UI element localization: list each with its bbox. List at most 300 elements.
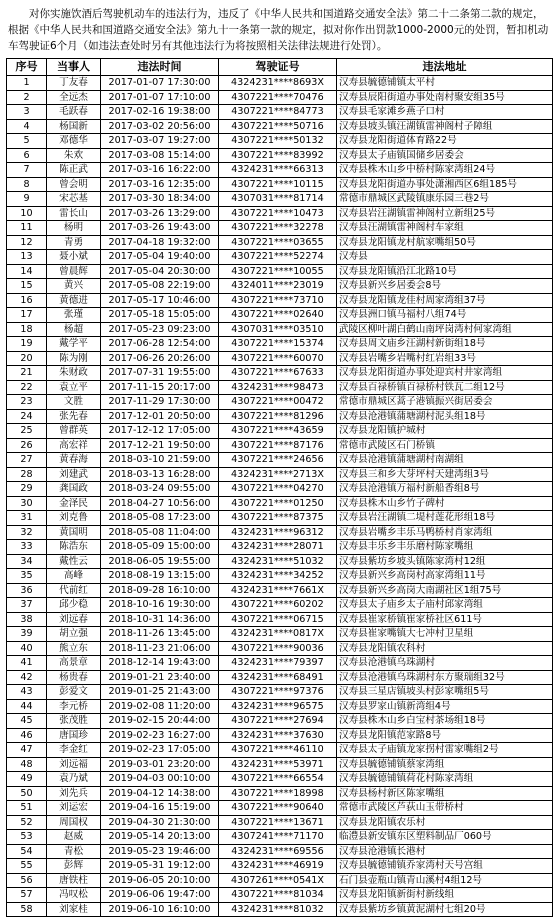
row-party: 代前红 xyxy=(47,583,101,598)
row-time: 2017-03-08 15:14:00 xyxy=(101,148,219,163)
row-party: 丁友春 xyxy=(47,76,101,91)
table-row xyxy=(7,163,553,178)
row-license: 4307221****03655 xyxy=(219,235,337,250)
row-party: 文胜 xyxy=(47,395,101,410)
row-time: 2018-05-09 15:00:00 xyxy=(101,540,219,555)
row-seq: 39 xyxy=(7,627,47,642)
table-row xyxy=(7,192,553,207)
row-address: 汉寿县周文庙乡汪湖村新街组18号 xyxy=(337,337,553,352)
row-license: 4307221****02640 xyxy=(219,308,337,323)
row-time: 2018-04-27 10:56:00 xyxy=(101,496,219,511)
row-address: 汉寿县三星店镇坡头村彭家嘴组5号 xyxy=(337,685,553,700)
row-party: 杨贵春 xyxy=(47,670,101,685)
row-license: 4307221****67633 xyxy=(219,366,337,381)
table-row xyxy=(7,830,553,845)
table-row xyxy=(7,569,553,584)
row-time: 2019-06-06 19:47:00 xyxy=(101,888,219,903)
row-time: 2019-05-14 20:13:00 xyxy=(101,830,219,845)
table-row xyxy=(7,844,553,859)
table-row xyxy=(7,525,553,540)
row-party: 曾晨辉 xyxy=(47,264,101,279)
row-address: 汉寿县太子庙镇龙家拐村雷家嘴组2号 xyxy=(337,743,553,758)
row-party: 宋芯基 xyxy=(47,192,101,207)
row-license: 4307221****10473 xyxy=(219,206,337,221)
row-license: 4324231****0817X xyxy=(219,627,337,642)
row-address: 汉寿县毓德铺镇蔡家湾组 xyxy=(337,757,553,772)
row-time: 2018-03-10 21:59:00 xyxy=(101,453,219,468)
row-time: 2017-11-29 17:30:00 xyxy=(101,395,219,410)
row-party: 刘建武 xyxy=(47,467,101,482)
table-row xyxy=(7,554,553,569)
row-license: 4307221****87375 xyxy=(219,511,337,526)
row-party: 戴性云 xyxy=(47,554,101,569)
row-time: 2019-04-03 00:10:00 xyxy=(101,772,219,787)
row-time: 2018-10-16 19:30:00 xyxy=(101,598,219,613)
row-party: 唐国珍 xyxy=(47,728,101,743)
row-address: 汉寿县新兴乡高岗大南湖社区1组75号 xyxy=(337,583,553,598)
row-address: 汉寿县岩汪湖镇雷神阁村立新组25号 xyxy=(337,206,553,221)
row-time: 2017-11-15 20:17:00 xyxy=(101,380,219,395)
row-address: 汉寿县洲口镇马福村八组74号 xyxy=(337,308,553,323)
row-party: 曾群英 xyxy=(47,424,101,439)
row-party: 彭爱文 xyxy=(47,685,101,700)
table-row xyxy=(7,772,553,787)
row-time: 2018-05-08 17:23:00 xyxy=(101,511,219,526)
row-license: 4324231****34252 xyxy=(219,569,337,584)
row-time: 2019-02-23 16:27:00 xyxy=(101,728,219,743)
row-party: 高峰 xyxy=(47,569,101,584)
row-license: 4324231****98473 xyxy=(219,380,337,395)
header-seq: 序号 xyxy=(7,59,47,76)
table-row xyxy=(7,264,553,279)
row-time: 2019-06-10 16:10:00 xyxy=(101,902,219,917)
row-address: 汉寿县罗家山镇新湾组4号 xyxy=(337,699,553,714)
row-address: 汉寿县毓德铺镇太平村 xyxy=(337,76,553,91)
row-time: 2019-01-25 21:43:00 xyxy=(101,685,219,700)
table-row xyxy=(7,699,553,714)
row-time: 2017-12-01 20:50:00 xyxy=(101,409,219,424)
row-time: 2019-04-30 21:30:00 xyxy=(101,815,219,830)
table-row xyxy=(7,583,553,598)
row-party: 高景章 xyxy=(47,656,101,671)
row-address: 汉寿县百禄桥镇百禄桥村铁瓦二组12号 xyxy=(337,380,553,395)
row-license: 4324231****7661X xyxy=(219,583,337,598)
row-seq: 24 xyxy=(7,409,47,424)
row-party: 冯叹松 xyxy=(47,888,101,903)
table-row xyxy=(7,482,553,497)
row-address: 汉寿县龙阳街道体育路22号 xyxy=(337,134,553,149)
row-seq: 32 xyxy=(7,525,47,540)
table-header-row xyxy=(7,59,553,76)
row-seq: 40 xyxy=(7,641,47,656)
row-address: 汉寿县坡头镇汪湖镇雷神阁村子障组 xyxy=(337,119,553,134)
table-row xyxy=(7,743,553,758)
row-license: 4307221****00472 xyxy=(219,395,337,410)
violations-table xyxy=(6,58,553,917)
row-seq: 46 xyxy=(7,728,47,743)
row-address: 汉寿县龙阳街道办事处迎宾村井家湾组 xyxy=(337,366,553,381)
row-license: 4307221****27694 xyxy=(219,714,337,729)
row-license: 4307261****0541X xyxy=(219,873,337,888)
row-party: 黄春海 xyxy=(47,453,101,468)
row-time: 2018-08-19 13:15:00 xyxy=(101,569,219,584)
row-license: 4307221****97376 xyxy=(219,685,337,700)
row-time: 2017-04-18 19:32:00 xyxy=(101,235,219,250)
row-seq: 30 xyxy=(7,496,47,511)
row-time: 2017-12-12 17:05:00 xyxy=(101,424,219,439)
row-license: 4307221****66554 xyxy=(219,772,337,787)
row-license: 4324231****96575 xyxy=(219,699,337,714)
row-address: 武陵区柳叶湖白鹤山南坪岗湾村何家湾组 xyxy=(337,322,553,337)
row-license: 4307031****81714 xyxy=(219,192,337,207)
row-license: 4307221****10055 xyxy=(219,264,337,279)
row-seq: 14 xyxy=(7,264,47,279)
row-license: 4324231****69556 xyxy=(219,844,337,859)
row-party: 胡立强 xyxy=(47,627,101,642)
table-row xyxy=(7,438,553,453)
row-seq: 22 xyxy=(7,380,47,395)
row-seq: 44 xyxy=(7,699,47,714)
row-license: 4324231****8693X xyxy=(219,76,337,91)
row-time: 2019-05-31 19:12:00 xyxy=(101,859,219,874)
row-address: 汉寿县沧港镇蒲塘湖村泥头组18号 xyxy=(337,409,553,424)
row-seq: 16 xyxy=(7,293,47,308)
row-seq: 51 xyxy=(7,801,47,816)
row-license: 4307221****84773 xyxy=(219,105,337,120)
row-address: 汉寿县龙阳镇龙村航家嘴组50号 xyxy=(337,235,553,250)
table-row xyxy=(7,221,553,236)
row-seq: 33 xyxy=(7,540,47,555)
row-seq: 55 xyxy=(7,859,47,874)
row-address: 汉寿县沧港镇乌珠湖村东方聚瑞组32号 xyxy=(337,670,553,685)
row-seq: 29 xyxy=(7,482,47,497)
row-time: 2018-11-26 13:45:00 xyxy=(101,627,219,642)
table-row xyxy=(7,685,553,700)
row-party: 金泽民 xyxy=(47,496,101,511)
row-seq: 41 xyxy=(7,656,47,671)
row-license: 4324231****51032 xyxy=(219,554,337,569)
row-time: 2017-05-17 10:46:00 xyxy=(101,293,219,308)
row-address: 汉寿县辰阳街道办事处南村聚安组35号 xyxy=(337,90,553,105)
table-row xyxy=(7,235,553,250)
table-row xyxy=(7,105,553,120)
row-party: 刘远福 xyxy=(47,757,101,772)
table-row xyxy=(7,627,553,642)
row-seq: 31 xyxy=(7,511,47,526)
table-row xyxy=(7,511,553,526)
row-address: 汉寿县丰乐乡丰乐磨村陈家嘴组 xyxy=(337,540,553,555)
row-seq: 9 xyxy=(7,192,47,207)
row-address: 汉寿县崔家嘴镇大七冲村卫星组 xyxy=(337,627,553,642)
row-license: 4307221****15374 xyxy=(219,337,337,352)
table-row xyxy=(7,873,553,888)
table-row xyxy=(7,801,553,816)
row-seq: 8 xyxy=(7,177,47,192)
row-time: 2018-09-28 16:10:00 xyxy=(101,583,219,598)
row-address: 临澧县新安镇东区塑料制品厂060号 xyxy=(337,830,553,845)
table-row xyxy=(7,351,553,366)
row-license: 4307221****32278 xyxy=(219,221,337,236)
row-seq: 50 xyxy=(7,786,47,801)
table-row xyxy=(7,293,553,308)
table-row xyxy=(7,395,553,410)
row-time: 2019-04-16 15:19:00 xyxy=(101,801,219,816)
table-row xyxy=(7,902,553,917)
table-row xyxy=(7,90,553,105)
row-party: 赵威 xyxy=(47,830,101,845)
row-address: 汉寿县汪湖镇雷神阁村车家组 xyxy=(337,221,553,236)
row-time: 2017-06-28 12:54:00 xyxy=(101,337,219,352)
row-license: 4324231****46919 xyxy=(219,859,337,874)
header-time: 违法时间 xyxy=(101,59,219,76)
row-seq: 7 xyxy=(7,163,47,178)
row-seq: 35 xyxy=(7,569,47,584)
row-seq: 12 xyxy=(7,235,47,250)
row-time: 2019-05-23 19:46:00 xyxy=(101,844,219,859)
table-row xyxy=(7,467,553,482)
table-row xyxy=(7,424,553,439)
row-seq: 3 xyxy=(7,105,47,120)
row-time: 2017-01-07 17:30:00 xyxy=(101,76,219,91)
row-address: 汉寿县毓德铺镇荷花村陈家湾组 xyxy=(337,772,553,787)
row-seq: 54 xyxy=(7,844,47,859)
row-party: 全远杰 xyxy=(47,90,101,105)
row-time: 2017-03-26 13:29:00 xyxy=(101,206,219,221)
row-time: 2017-07-31 19:55:00 xyxy=(101,366,219,381)
row-seq: 1 xyxy=(7,76,47,91)
row-address: 汉寿县太子庙镇国储乡居委会 xyxy=(337,148,553,163)
row-party: 彭辉 xyxy=(47,859,101,874)
row-license: 4307221****01250 xyxy=(219,496,337,511)
row-party: 陈浩东 xyxy=(47,540,101,555)
table-row xyxy=(7,612,553,627)
row-address: 汉寿县龙阳镇龙佳村周家湾组37号 xyxy=(337,293,553,308)
row-license: 4307221****60202 xyxy=(219,598,337,613)
row-time: 2017-03-02 20:56:00 xyxy=(101,119,219,134)
row-license: 4307221****06715 xyxy=(219,612,337,627)
row-party: 刘克鲁 xyxy=(47,511,101,526)
row-address: 汉寿县株木山乡中桥村陈家湾组24号 xyxy=(337,163,553,178)
table-row xyxy=(7,279,553,294)
row-party: 高宏祥 xyxy=(47,438,101,453)
row-party: 杨明 xyxy=(47,221,101,236)
row-address: 汉寿县龙阳镇范家路8号 xyxy=(337,728,553,743)
row-party: 黄兴 xyxy=(47,279,101,294)
row-license: 4307221****73710 xyxy=(219,293,337,308)
row-license: 4307031****03510 xyxy=(219,322,337,337)
row-time: 2017-01-07 17:10:00 xyxy=(101,90,219,105)
row-party: 朱欢 xyxy=(47,148,101,163)
table-row xyxy=(7,409,553,424)
table-row xyxy=(7,366,553,381)
table-row xyxy=(7,453,553,468)
row-address: 汉寿县龙阳镇新街村新线组 xyxy=(337,888,553,903)
row-seq: 38 xyxy=(7,612,47,627)
row-seq: 49 xyxy=(7,772,47,787)
row-party: 曾会明 xyxy=(47,177,101,192)
row-license: 4324231****37630 xyxy=(219,728,337,743)
row-license: 4307221****50132 xyxy=(219,134,337,149)
row-seq: 53 xyxy=(7,830,47,845)
row-time: 2017-05-08 22:19:00 xyxy=(101,279,219,294)
row-address: 汉寿县龙阳街道办事处潇湘西区6组185号 xyxy=(337,177,553,192)
table-row xyxy=(7,714,553,729)
row-time: 2018-03-13 16:28:00 xyxy=(101,467,219,482)
header-license: 驾驶证号 xyxy=(219,59,337,76)
row-seq: 48 xyxy=(7,757,47,772)
row-license: 4307221****50716 xyxy=(219,119,337,134)
row-address: 汉寿县龙阳镇农科村 xyxy=(337,641,553,656)
row-seq: 11 xyxy=(7,221,47,236)
table-row xyxy=(7,888,553,903)
table-row xyxy=(7,308,553,323)
row-address: 石门县壶瓶山镇青山溪村4组12号 xyxy=(337,873,553,888)
row-license: 4324231****79397 xyxy=(219,656,337,671)
row-seq: 19 xyxy=(7,337,47,352)
row-license: 4307221****24656 xyxy=(219,453,337,468)
table-row xyxy=(7,598,553,613)
row-seq: 28 xyxy=(7,467,47,482)
table-row xyxy=(7,134,553,149)
row-address: 汉寿县毛家滩乡燕子口村 xyxy=(337,105,553,120)
row-party: 杨超 xyxy=(47,322,101,337)
row-time: 2019-02-08 11:20:00 xyxy=(101,699,219,714)
row-address: 汉寿县杨村新区陈家嘴组 xyxy=(337,786,553,801)
table-row xyxy=(7,786,553,801)
row-time: 2017-12-21 19:50:00 xyxy=(101,438,219,453)
row-party: 李金红 xyxy=(47,743,101,758)
row-address: 汉寿县紫坊乡坡头镇陈家湾村12组 xyxy=(337,554,553,569)
row-seq: 23 xyxy=(7,395,47,410)
row-license: 4307221****43659 xyxy=(219,424,337,439)
row-address: 汉寿县岩嘴乡岩嘴村红岩组33号 xyxy=(337,351,553,366)
row-address: 常德市武陵区芦荻山玉带桥村 xyxy=(337,801,553,816)
row-address: 汉寿县株木山乡白宝村茶场组18号 xyxy=(337,714,553,729)
row-seq: 13 xyxy=(7,250,47,265)
row-address: 汉寿县龙阳镇护城村 xyxy=(337,424,553,439)
row-address: 常德市鼎城区武陵镇康乐园三巷2号 xyxy=(337,192,553,207)
row-address: 汉寿县沧港镇蒲塘湖村南湖组 xyxy=(337,453,553,468)
table-row xyxy=(7,656,553,671)
row-seq: 10 xyxy=(7,206,47,221)
row-seq: 34 xyxy=(7,554,47,569)
table-row xyxy=(7,250,553,265)
row-seq: 45 xyxy=(7,714,47,729)
row-time: 2017-03-26 19:43:00 xyxy=(101,221,219,236)
table-row xyxy=(7,496,553,511)
row-seq: 25 xyxy=(7,424,47,439)
row-address: 汉寿县紫坊乡镇黄泥湖村七组20号 xyxy=(337,902,553,917)
row-party: 戴学平 xyxy=(47,337,101,352)
row-address: 汉寿县岩嘴乡丰乐马鸭桥村肖家湾组 xyxy=(337,525,553,540)
row-time: 2018-03-24 09:55:00 xyxy=(101,482,219,497)
row-party: 熊立东 xyxy=(47,641,101,656)
row-address: 汉寿县三和乡大芽坪村天建湾组3号 xyxy=(337,467,553,482)
row-address: 汉寿县 xyxy=(337,250,553,265)
row-party: 陈正武 xyxy=(47,163,101,178)
row-seq: 27 xyxy=(7,453,47,468)
row-address: 汉寿县龙阳镇农乐村 xyxy=(337,815,553,830)
table-row xyxy=(7,670,553,685)
row-seq: 15 xyxy=(7,279,47,294)
table-row xyxy=(7,148,553,163)
row-time: 2018-05-08 11:04:00 xyxy=(101,525,219,540)
row-license: 4324231****68491 xyxy=(219,670,337,685)
table-row xyxy=(7,859,553,874)
row-license: 4324231****2713X xyxy=(219,467,337,482)
row-license: 4307221****10115 xyxy=(219,177,337,192)
row-address: 汉寿县新兴乡居委会8号 xyxy=(337,279,553,294)
row-seq: 43 xyxy=(7,685,47,700)
header-address: 违法地址 xyxy=(337,59,553,76)
row-seq: 20 xyxy=(7,351,47,366)
row-time: 2017-05-04 19:40:00 xyxy=(101,250,219,265)
row-address: 汉寿县崔家桥镇崔家桥社区611号 xyxy=(337,612,553,627)
row-time: 2018-11-23 21:06:00 xyxy=(101,641,219,656)
row-party: 袁乃斌 xyxy=(47,772,101,787)
header-party: 当事人 xyxy=(47,59,101,76)
row-license: 4324011****23019 xyxy=(219,279,337,294)
row-party: 青松 xyxy=(47,844,101,859)
row-seq: 17 xyxy=(7,308,47,323)
row-time: 2017-03-16 12:35:00 xyxy=(101,177,219,192)
row-time: 2017-05-04 20:30:00 xyxy=(101,264,219,279)
table-row xyxy=(7,322,553,337)
row-time: 2017-06-26 20:26:00 xyxy=(101,351,219,366)
table-row xyxy=(7,119,553,134)
row-party: 陈为刚 xyxy=(47,351,101,366)
table-row xyxy=(7,337,553,352)
row-license: 4307221****70476 xyxy=(219,90,337,105)
row-party: 袁立平 xyxy=(47,380,101,395)
row-party: 邓德华 xyxy=(47,134,101,149)
row-party: 聂小斌 xyxy=(47,250,101,265)
row-license: 4307221****83992 xyxy=(219,148,337,163)
row-seq: 18 xyxy=(7,322,47,337)
row-license: 4324231****66313 xyxy=(219,163,337,178)
table-row xyxy=(7,540,553,555)
row-address: 汉寿县新兴乡高岗村高家湾组11号 xyxy=(337,569,553,584)
row-address: 汉寿县龙阳镇沿江北路10号 xyxy=(337,264,553,279)
row-license: 4307221****18998 xyxy=(219,786,337,801)
row-time: 2019-03-01 23:20:00 xyxy=(101,757,219,772)
row-seq: 37 xyxy=(7,598,47,613)
row-license: 4307221****60070 xyxy=(219,351,337,366)
table-row xyxy=(7,380,553,395)
row-time: 2017-05-23 09:23:00 xyxy=(101,322,219,337)
row-license: 4307221****04270 xyxy=(219,482,337,497)
row-license: 4324231****96312 xyxy=(219,525,337,540)
row-address: 汉寿县岩汪湖镇二堤村莲花形组18号 xyxy=(337,511,553,526)
row-time: 2018-12-14 19:43:00 xyxy=(101,656,219,671)
row-address: 汉寿县沧港镇万福村新船香组8号 xyxy=(337,482,553,497)
row-license: 4324231****28071 xyxy=(219,540,337,555)
row-seq: 4 xyxy=(7,119,47,134)
row-time: 2019-04-12 14:38:00 xyxy=(101,786,219,801)
row-seq: 6 xyxy=(7,148,47,163)
row-license: 4307221****13671 xyxy=(219,815,337,830)
row-time: 2017-02-16 19:38:00 xyxy=(101,105,219,120)
row-license: 4307221****81034 xyxy=(219,888,337,903)
row-license: 4307221****46110 xyxy=(219,743,337,758)
table-row xyxy=(7,815,553,830)
row-party: 唐铁柱 xyxy=(47,873,101,888)
row-time: 2017-03-07 19:27:00 xyxy=(101,134,219,149)
table-row xyxy=(7,641,553,656)
table-row xyxy=(7,76,553,91)
row-address: 汉寿县株木山乡竹子碑村 xyxy=(337,496,553,511)
table-row xyxy=(7,757,553,772)
